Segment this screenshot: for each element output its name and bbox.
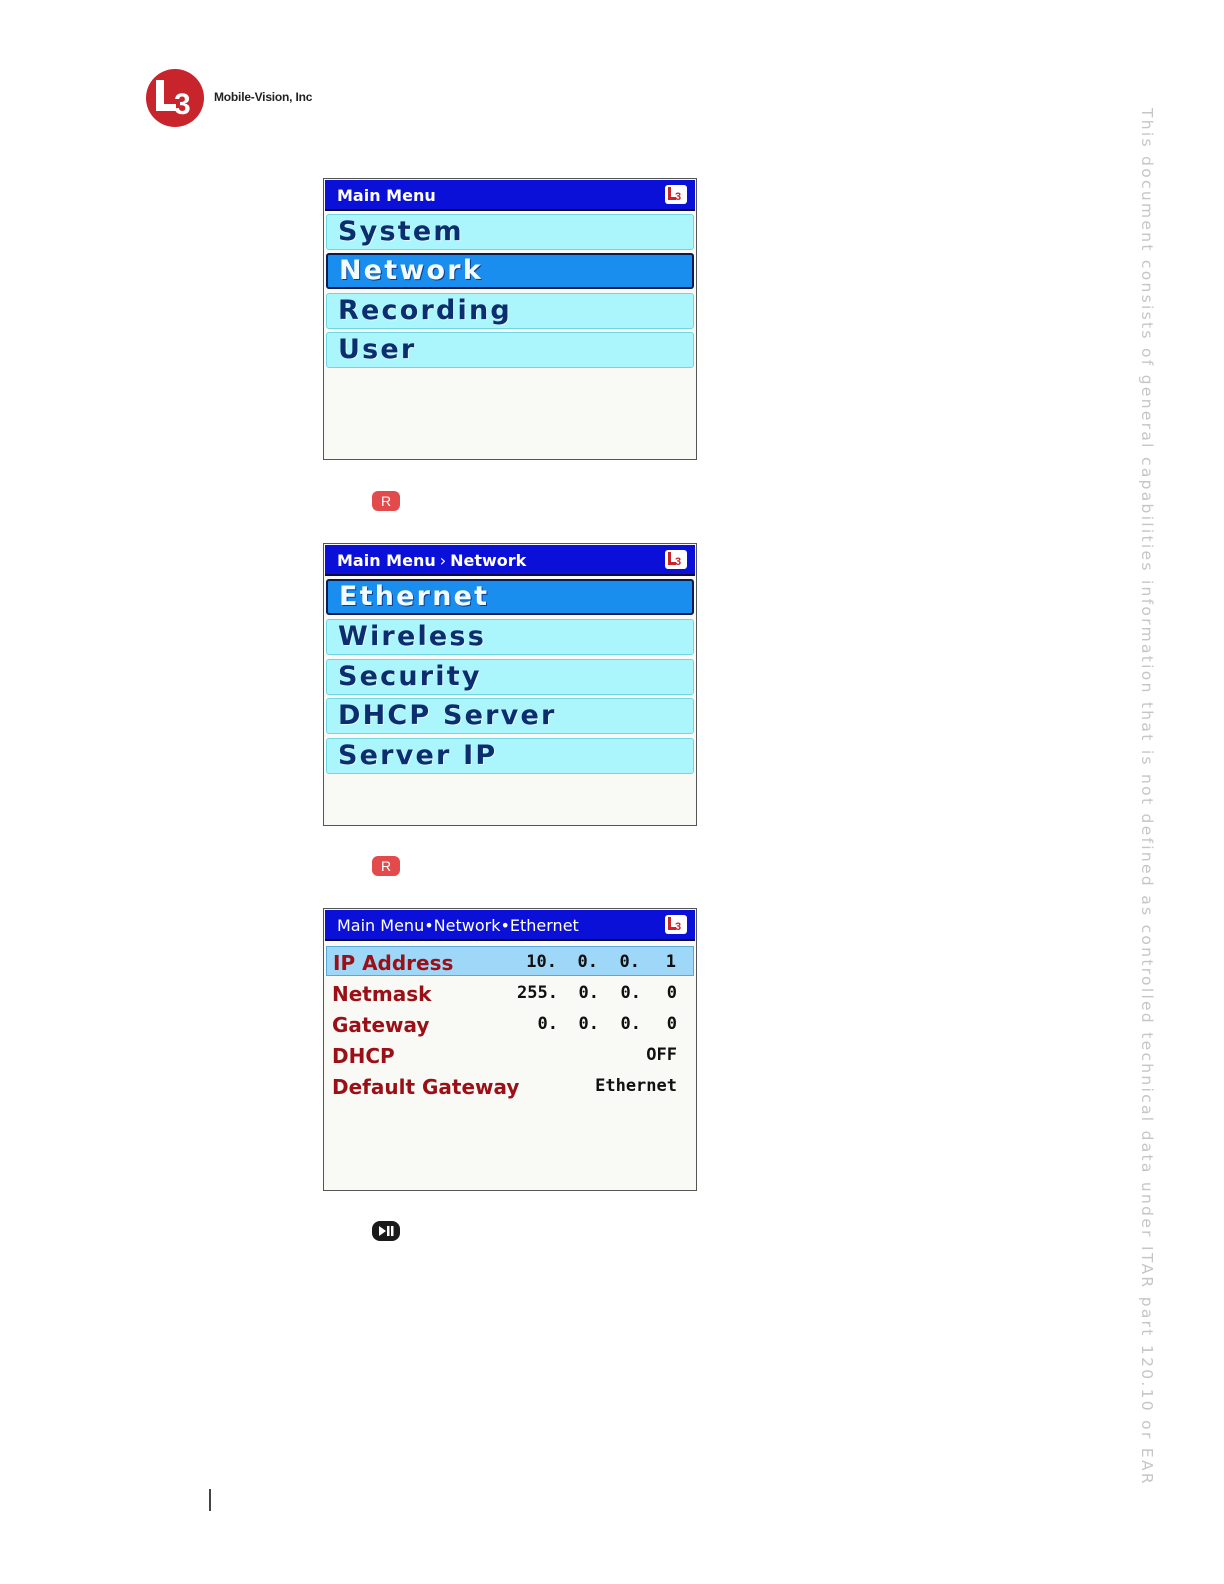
setting-label: Gateway bbox=[332, 1013, 430, 1037]
setting-octet: 0. bbox=[619, 952, 640, 972]
setting-octet: 0. bbox=[578, 1014, 599, 1034]
menu-item-security[interactable]: Security bbox=[326, 659, 694, 695]
setting-row-netmask[interactable] bbox=[326, 978, 694, 1008]
svg-text:3: 3 bbox=[675, 191, 682, 203]
screen-title-bar bbox=[325, 545, 695, 576]
svg-text:3: 3 bbox=[675, 556, 682, 568]
l3-badge-icon bbox=[665, 915, 687, 934]
setting-octet: 0. bbox=[537, 1014, 558, 1034]
l3-logo bbox=[142, 68, 208, 128]
menu-item-network[interactable]: Network bbox=[326, 253, 694, 289]
breadcrumb-main-menu: Main Menu bbox=[337, 551, 436, 570]
menu-item-ethernet[interactable]: Ethernet bbox=[326, 579, 694, 615]
l3-badge-icon bbox=[665, 185, 687, 204]
menu-item-server-ip[interactable]: Server IP bbox=[326, 738, 694, 774]
setting-octet: 10. bbox=[526, 952, 557, 972]
breadcrumb-network: Network bbox=[450, 551, 527, 570]
network-menu-screen bbox=[323, 543, 697, 826]
setting-octet: 0. bbox=[620, 1014, 641, 1034]
screen-title-bar bbox=[325, 180, 695, 211]
screen-breadcrumb: Main Menu•Network•Ethernet bbox=[337, 916, 579, 935]
r-key-button[interactable]: R bbox=[372, 491, 400, 511]
setting-value: OFF bbox=[646, 1045, 677, 1065]
menu-item-wireless[interactable]: Wireless bbox=[326, 619, 694, 655]
setting-value: Ethernet bbox=[595, 1076, 677, 1096]
setting-octet: 0. bbox=[577, 952, 598, 972]
setting-octet: 1 bbox=[665, 952, 676, 972]
play-pause-icon[interactable] bbox=[372, 1221, 400, 1241]
menu-item-recording[interactable]: Recording bbox=[326, 293, 694, 329]
l3-badge-icon bbox=[665, 550, 687, 569]
setting-octet: 0 bbox=[666, 1014, 677, 1034]
setting-octet: 0. bbox=[578, 983, 599, 1003]
screen-title-bar bbox=[325, 910, 695, 941]
setting-row-gateway[interactable] bbox=[326, 1009, 694, 1039]
export-control-watermark: This document consists of general capabilities information that is not defined as controlled technical data under ITAR part 120.10 or EAR bbox=[1138, 108, 1156, 1486]
setting-octet: 255. bbox=[517, 983, 558, 1003]
r-key-button[interactable]: R bbox=[372, 856, 400, 876]
breadcrumb-separator: › bbox=[439, 551, 447, 570]
ethernet-settings-screen bbox=[323, 908, 697, 1191]
screen-title: Main Menu bbox=[337, 186, 436, 205]
menu-item-user[interactable]: User bbox=[326, 332, 694, 368]
menu-item-dhcp-server[interactable]: DHCP Server bbox=[326, 698, 694, 734]
footer-divider bbox=[209, 1489, 211, 1511]
setting-row-default-gateway[interactable] bbox=[326, 1071, 694, 1101]
setting-label: Netmask bbox=[332, 982, 432, 1006]
setting-octet: 0 bbox=[666, 983, 677, 1003]
company-name: Mobile-Vision, Inc bbox=[214, 90, 313, 104]
svg-text:3: 3 bbox=[174, 88, 191, 121]
setting-row-ip-address[interactable] bbox=[326, 946, 694, 976]
setting-label: IP Address bbox=[333, 951, 454, 975]
setting-octet: 0. bbox=[620, 983, 641, 1003]
screen-breadcrumb bbox=[337, 551, 526, 570]
main-menu-screen bbox=[323, 178, 697, 460]
setting-row-dhcp[interactable] bbox=[326, 1040, 694, 1070]
setting-label: DHCP bbox=[332, 1044, 395, 1068]
setting-label: Default Gateway bbox=[332, 1075, 520, 1099]
menu-item-system[interactable]: System bbox=[326, 214, 694, 250]
svg-text:3: 3 bbox=[675, 921, 682, 933]
